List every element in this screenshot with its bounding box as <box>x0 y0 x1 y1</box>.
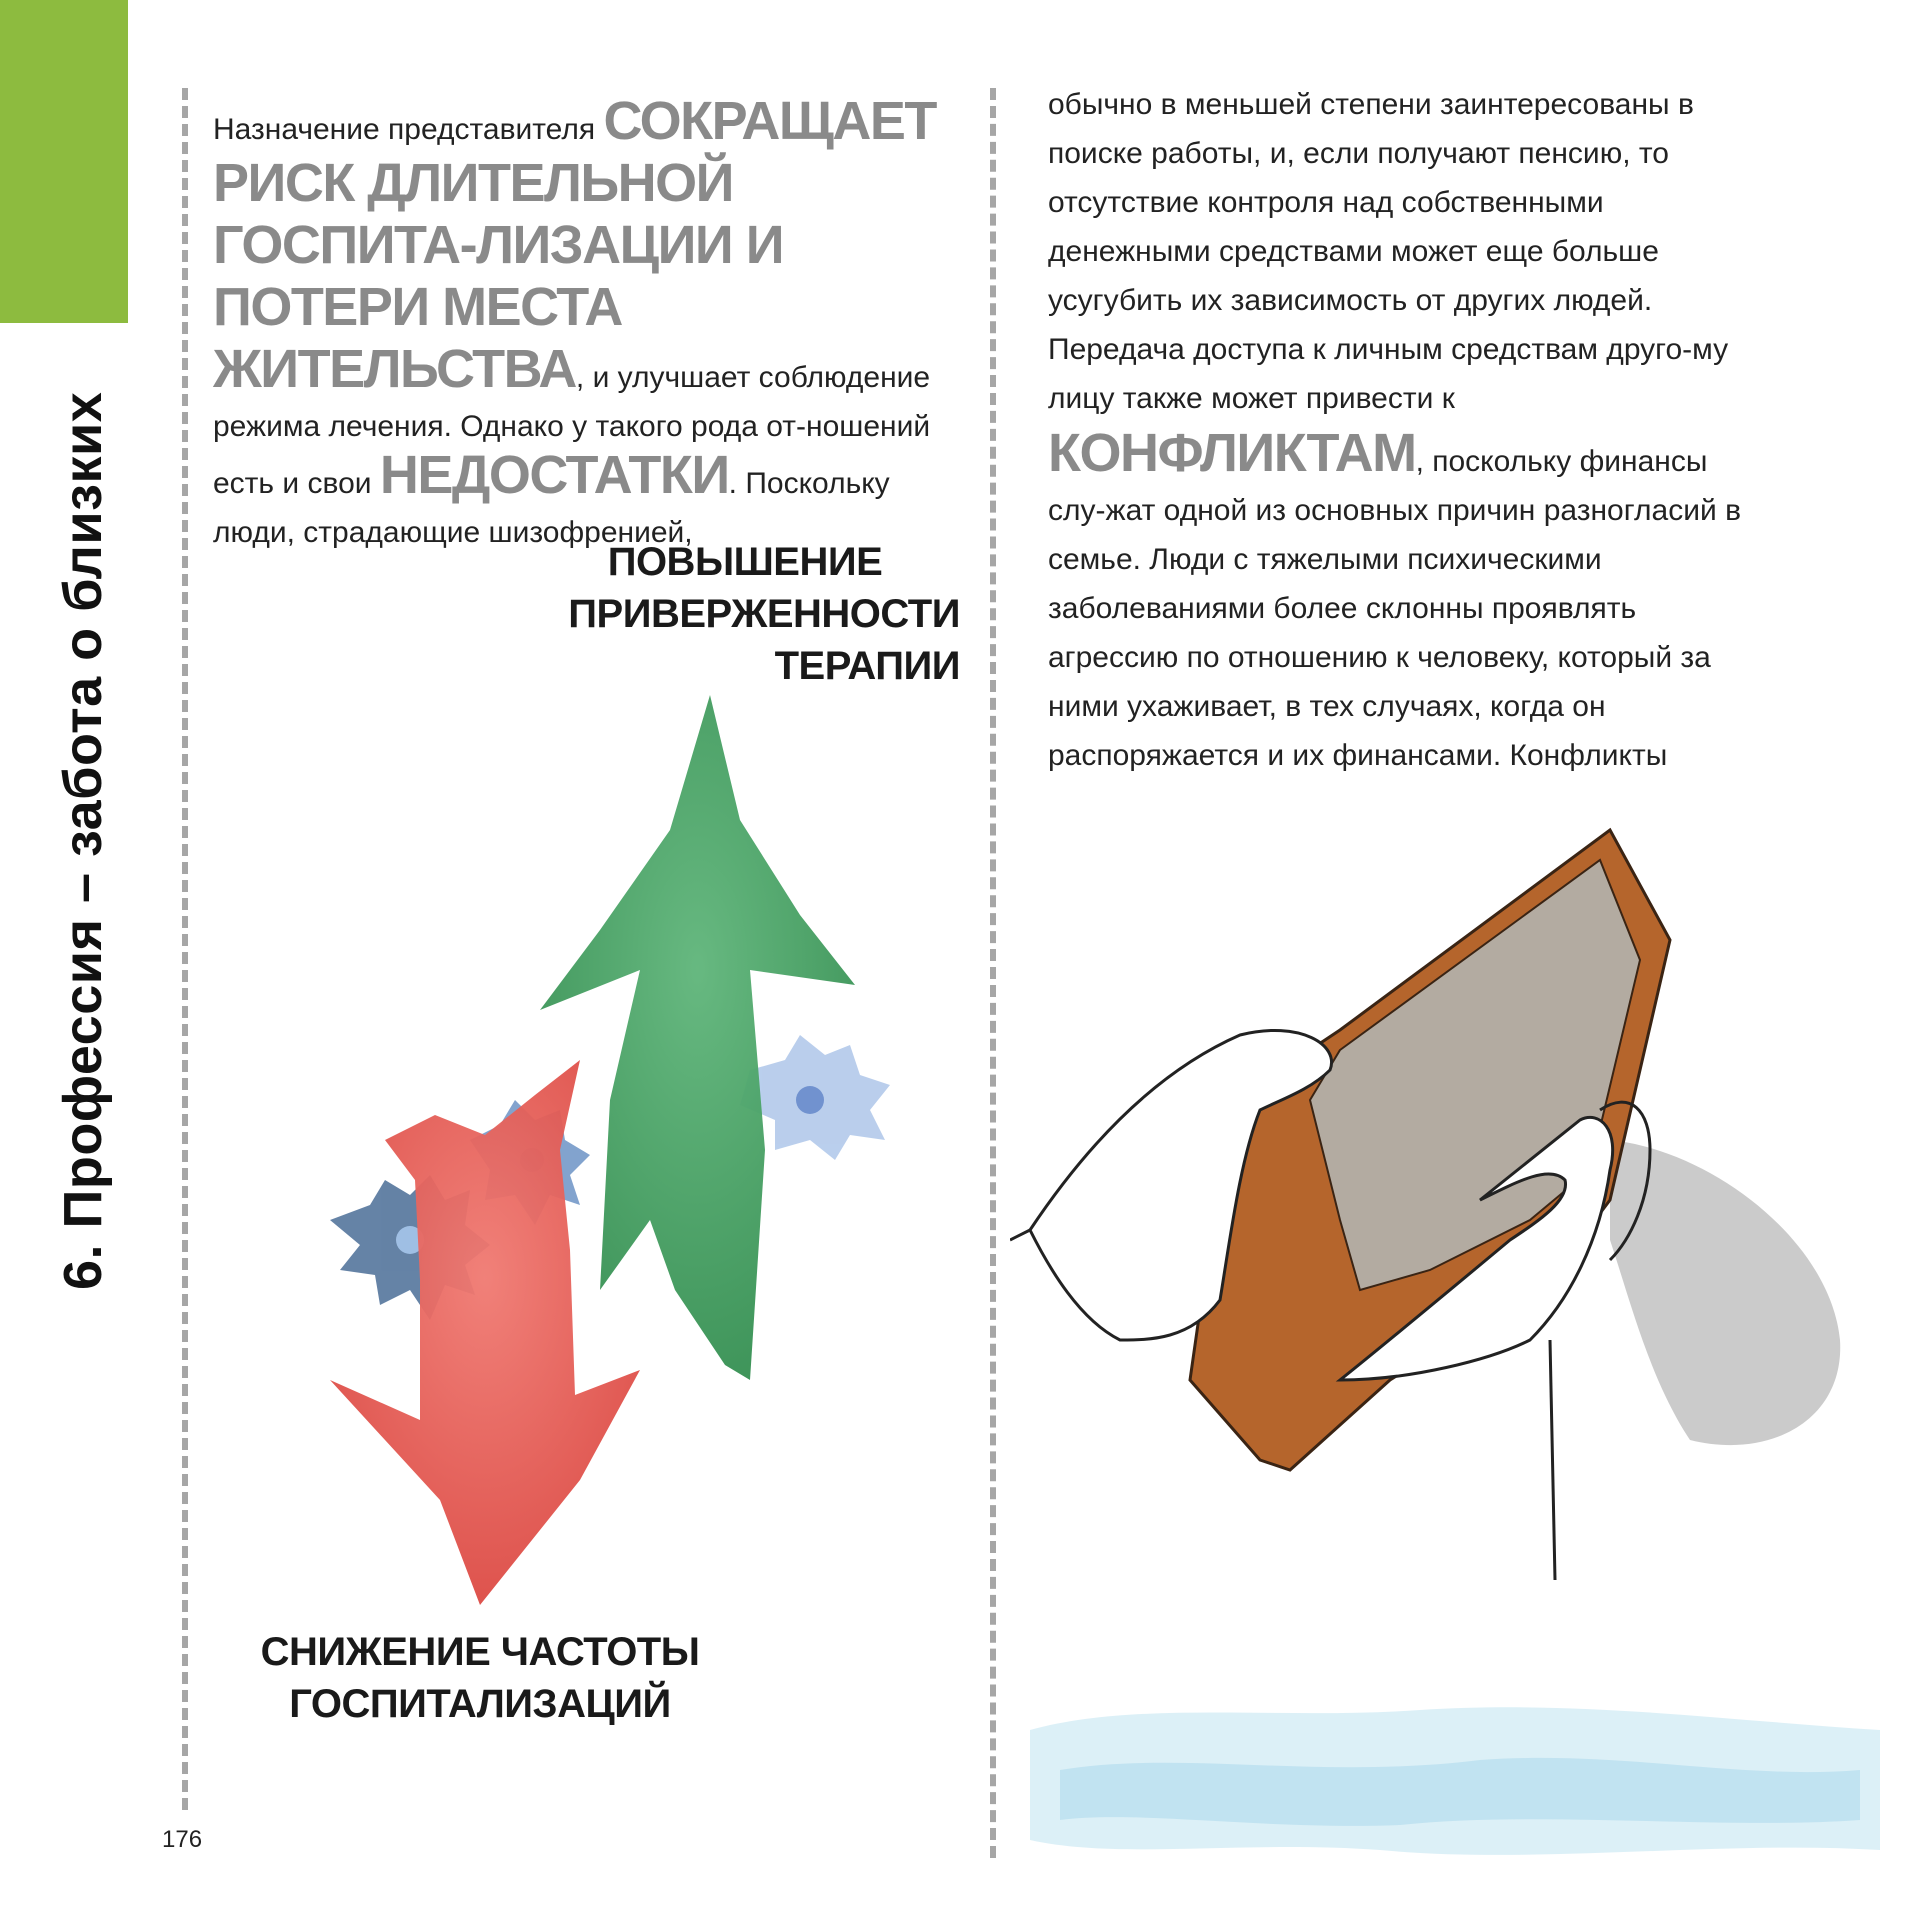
label-adherence-line2: ПРИВЕРЖЕННОСТИ ТЕРАПИИ <box>568 592 960 688</box>
label-hospitalization-line2: ГОСПИТАЛИЗАЦИЙ <box>289 1682 671 1726</box>
left-divider <box>182 88 188 1810</box>
page-number: 176 <box>162 1826 203 1853</box>
center-divider <box>990 88 996 1858</box>
text-end: . Поскольку люди, страдающие шизофренией, <box>213 467 890 549</box>
right-column-text <box>1048 80 1768 780</box>
text-intro: Назначение представителя <box>213 113 604 146</box>
label-adherence <box>400 536 960 692</box>
red-arrow-down <box>330 1060 640 1605</box>
text-right-p2: , поскольку финансы слу-жат одной из основных причин разногласий в семье. Люди с тяжелыми психическими заболеваниями более склонны проявлять агрессию по отношению к человеку, который за ними ухаживает, в тех случаях, когда он распоряжается и их финансами. Конфликты <box>1048 445 1742 772</box>
highlight-conflicts: КОНФЛИКТАМ <box>1048 423 1416 483</box>
chapter-title: 6. Профессия – забота о близких <box>53 391 113 1290</box>
label-adherence-line1: ПОВЫШЕНИЕ <box>607 540 883 584</box>
left-wrist-line <box>1010 1230 1030 1240</box>
label-hospitalization <box>260 1626 700 1730</box>
text-continuation: , и улучшает соблюдение режима лечения. Однако у такого рода от-ношений есть и свои <box>213 361 931 500</box>
left-column-text <box>213 92 943 557</box>
green-arrow-up <box>540 695 855 1380</box>
highlight-drawbacks: НЕДОСТАТКИ <box>379 445 729 505</box>
arrows-illustration <box>270 680 930 1630</box>
text-right-p1: обычно в меньшей степени заинтересованы в поиске работы, и, если получают пенсию, то отсутствие контроля над собственными денежными средствами может еще больше усугубить их зависимость от других людей. Передача доступа к личным средствам друго-му лицу также может привести к <box>1048 88 1729 415</box>
water-wash <box>1020 1690 1890 1870</box>
label-hospitalization-line1: СНИЖЕНИЕ ЧАСТОТЫ <box>260 1630 700 1674</box>
chapter-color-tab <box>0 0 128 323</box>
shadow-smudge <box>1610 1140 1840 1445</box>
wallet-illustration <box>1010 820 1890 1600</box>
highlight-reduces-risk: СОКРАЩАЕТ РИСК ДЛИТЕЛЬНОЙ ГОСПИТА-ЛИЗАЦИИ И ПОТЕРИ МЕСТА ЖИТЕЛЬСТВА <box>213 91 936 399</box>
right-wrist-line <box>1550 1340 1555 1580</box>
